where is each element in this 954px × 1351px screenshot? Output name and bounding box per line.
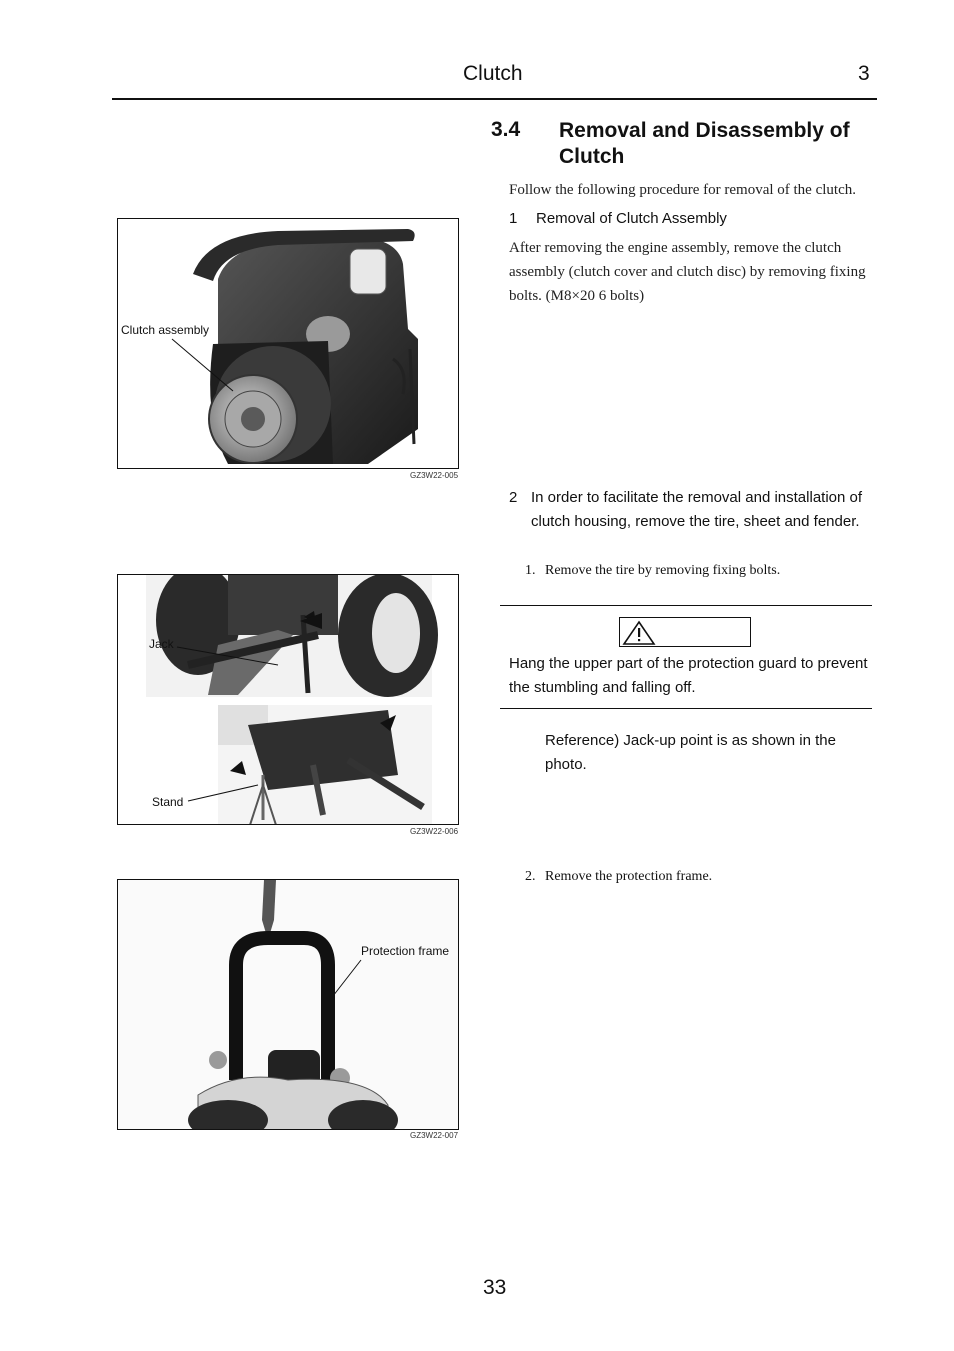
- label-protection-frame: Protection frame: [361, 944, 450, 958]
- step2-number: 2: [509, 489, 518, 506]
- sub-step2-text: Remove the protection frame.: [545, 869, 713, 884]
- step2-text: In order to facilitate the removal and installation of clutch housing, remove the tire, sheet and fender.: [531, 489, 863, 530]
- warning-bottom-rule: [500, 708, 872, 709]
- protection-frame-illustration: [118, 880, 459, 1130]
- step1-text: After removing the engine assembly, remove the clutch assembly (clutch cover and clutch disc) by removing fixing bolts. (M8×20 6 bolts): [509, 240, 866, 304]
- figure1-code: GZ3W22-005: [410, 471, 459, 480]
- warning-header-box: [619, 617, 751, 647]
- page-number: 33: [483, 1276, 507, 1299]
- figure3-code: GZ3W22-007: [410, 1131, 459, 1140]
- warning-triangle-icon: [622, 620, 656, 646]
- sub-step1-number: 1.: [525, 563, 536, 578]
- step1-title: Removal of Clutch Assembly: [536, 210, 727, 227]
- tractor-jack-illustration: [118, 575, 459, 825]
- warning-text: Hang the upper part of the protection guard to prevent the stumbling and falling off.: [509, 655, 868, 696]
- reference-note: Reference) Jack-up point is as shown in the photo.: [545, 732, 836, 773]
- label-stand: Stand: [152, 795, 184, 809]
- header-chapter-number: 3: [858, 62, 870, 85]
- figure-protection-frame-photo: [117, 879, 459, 1130]
- header-title: Clutch: [463, 62, 523, 85]
- sub-step1-text: Remove the tire by removing fixing bolts.: [545, 563, 781, 578]
- warning-top-rule: [500, 605, 872, 606]
- section-title: Removal and Disassembly of Clutch: [559, 119, 850, 168]
- label-clutch-assembly: Clutch assembly: [121, 323, 210, 337]
- figure2-code: GZ3W22-006: [410, 827, 459, 836]
- label-jack: Jack: [149, 637, 174, 651]
- section-number: 3.4: [491, 118, 521, 141]
- figure-jack-stand-photo: [117, 574, 459, 825]
- header-rule: [112, 98, 877, 100]
- figure-clutch-assembly-photo: [117, 218, 459, 469]
- engine-illustration: [118, 219, 459, 469]
- step1-number: 1: [509, 210, 518, 227]
- intro-text: Follow the following procedure for removal of the clutch.: [509, 182, 856, 198]
- sub-step2-number: 2.: [525, 869, 536, 884]
